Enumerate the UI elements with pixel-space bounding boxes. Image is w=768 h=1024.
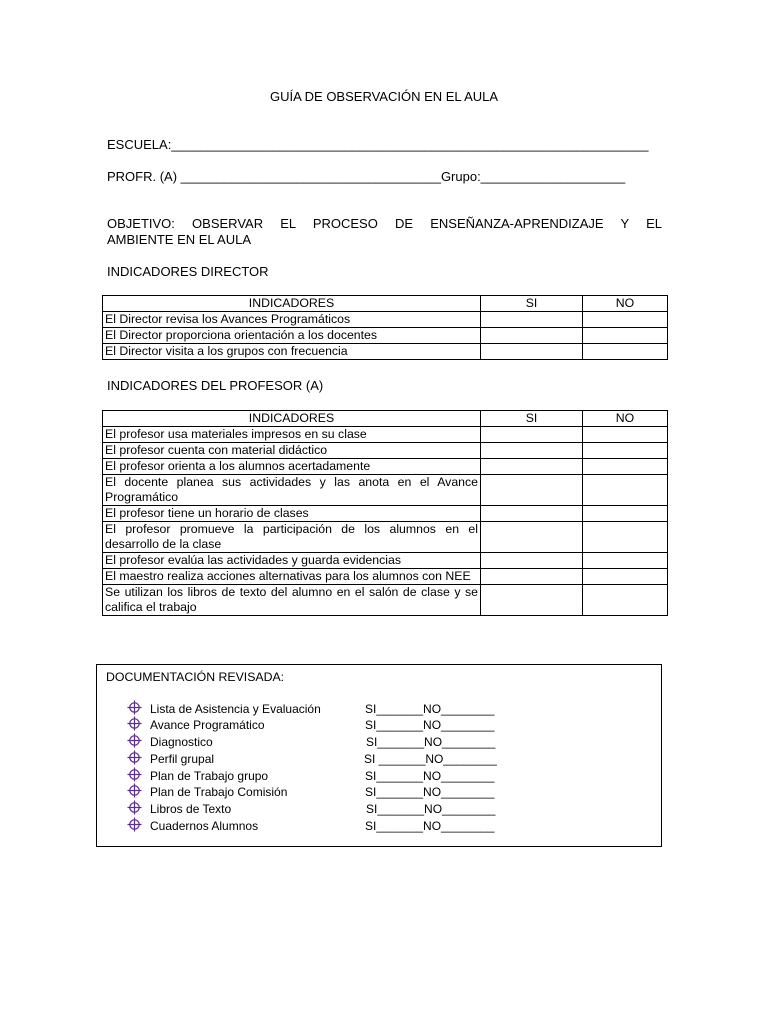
table-row xyxy=(103,569,668,585)
no-cell[interactable] xyxy=(583,475,668,506)
table-row xyxy=(103,459,668,475)
header-indicadores: INDICADORES xyxy=(103,296,481,312)
si-no-field[interactable]: SI_______NO________ xyxy=(365,819,495,833)
objective-line-2: AMBIENTE EN EL AULA xyxy=(107,232,252,247)
indicator-cell: El profesor usa materiales impresos en su clase xyxy=(103,427,481,443)
table-row xyxy=(103,475,668,506)
header-no: NO xyxy=(583,296,668,312)
table-row xyxy=(103,585,668,616)
crosshair-circle-icon xyxy=(127,700,142,715)
crosshair-circle-icon xyxy=(127,716,142,731)
profesor-heading: INDICADORES DEL PROFESOR (A) xyxy=(107,378,324,393)
si-cell[interactable] xyxy=(481,506,583,522)
director-table xyxy=(102,295,668,360)
si-no-field[interactable]: SI_______NO________ xyxy=(365,769,495,783)
doc-item-label: Cuadernos Alumnos xyxy=(150,819,259,833)
profr-grupo-field[interactable]: PROFR. (A) ____________________________________Grupo:____________________ xyxy=(107,169,626,184)
indicator-cell: El profesor tiene un horario de clases xyxy=(103,506,481,522)
si-cell[interactable] xyxy=(481,475,583,506)
no-cell[interactable] xyxy=(583,585,668,616)
indicator-cell: El profesor evalúa las actividades y guarda evidencias xyxy=(103,553,481,569)
si-cell[interactable] xyxy=(481,585,583,616)
si-cell[interactable] xyxy=(481,553,583,569)
si-no-field[interactable]: SI_______NO________ xyxy=(366,735,496,749)
doc-item-label: Diagnostico xyxy=(150,735,213,749)
si-no-field[interactable]: SI_______NO________ xyxy=(365,718,495,732)
indicator-cell: El profesor promueve la participación de los alumnos en el desarrollo de la clase xyxy=(103,522,481,553)
doc-item-label: Perfil grupal xyxy=(150,752,215,766)
header-indicadores: INDICADORES xyxy=(103,411,481,427)
table-row xyxy=(103,427,668,443)
doc-item-label: Libros de Texto xyxy=(150,802,232,816)
documentation-heading: DOCUMENTACIÓN REVISADA: xyxy=(106,670,285,684)
table-header-row xyxy=(103,411,668,427)
objective-text xyxy=(107,216,662,248)
header-si: SI xyxy=(481,411,583,427)
director-heading: INDICADORES DIRECTOR xyxy=(107,264,269,279)
si-cell[interactable] xyxy=(481,312,583,328)
si-cell[interactable] xyxy=(481,569,583,585)
escuela-field[interactable]: ESCUELA:__________________________________________________________________ xyxy=(107,137,649,152)
table-row xyxy=(103,506,668,522)
si-no-field[interactable]: SI_______NO________ xyxy=(365,785,495,799)
no-cell[interactable] xyxy=(583,427,668,443)
indicator-cell: El Director revisa los Avances Programáticos xyxy=(103,312,481,328)
table-row xyxy=(103,328,668,344)
doc-item-label: Plan de Trabajo Comisión xyxy=(150,785,288,799)
si-cell[interactable] xyxy=(481,522,583,553)
table-row xyxy=(103,312,668,328)
page-title: GUÍA DE OBSERVACIÓN EN EL AULA xyxy=(269,89,499,104)
no-cell[interactable] xyxy=(583,443,668,459)
indicator-cell: El maestro realiza acciones alternativas para los alumnos con NEE xyxy=(103,569,481,585)
table-row xyxy=(103,522,668,553)
si-cell[interactable] xyxy=(481,427,583,443)
doc-item-label: Plan de Trabajo grupo xyxy=(150,769,269,783)
no-cell[interactable] xyxy=(583,553,668,569)
no-cell[interactable] xyxy=(583,344,668,360)
indicator-cell: Se utilizan los libros de texto del alumno en el salón de clase y se califica el trabajo xyxy=(103,585,481,616)
no-cell[interactable] xyxy=(583,328,668,344)
header-si: SI xyxy=(481,296,583,312)
indicator-cell: El profesor orienta a los alumnos acertadamente xyxy=(103,459,481,475)
si-cell[interactable] xyxy=(481,459,583,475)
crosshair-circle-icon xyxy=(127,750,142,765)
indicator-cell: El profesor cuenta con material didáctico xyxy=(103,443,481,459)
table-header-row xyxy=(103,296,668,312)
si-no-field[interactable]: SI_______NO________ xyxy=(366,802,496,816)
crosshair-circle-icon xyxy=(127,733,142,748)
si-cell[interactable] xyxy=(481,443,583,459)
si-cell[interactable] xyxy=(481,328,583,344)
profesor-table xyxy=(102,410,668,616)
no-cell[interactable] xyxy=(583,459,668,475)
no-cell[interactable] xyxy=(583,312,668,328)
indicator-cell: El Director proporciona orientación a los docentes xyxy=(103,328,481,344)
table-row xyxy=(103,443,668,459)
header-no: NO xyxy=(583,411,668,427)
crosshair-circle-icon xyxy=(127,767,142,782)
table-row xyxy=(103,344,668,360)
doc-item-label: Avance Programático xyxy=(150,718,265,732)
si-no-field[interactable]: SI _______NO________ xyxy=(364,752,497,766)
crosshair-circle-icon xyxy=(127,800,142,815)
no-cell[interactable] xyxy=(583,506,668,522)
crosshair-circle-icon xyxy=(127,817,142,832)
no-cell[interactable] xyxy=(583,569,668,585)
doc-item-label: Lista de Asistencia y Evaluación xyxy=(150,702,321,716)
si-no-field[interactable]: SI_______NO________ xyxy=(365,702,495,716)
si-cell[interactable] xyxy=(481,344,583,360)
indicator-cell: El Director visita a los grupos con frecuencia xyxy=(103,344,481,360)
indicator-cell: El docente planea sus actividades y las anota en el Avance Programático xyxy=(103,475,481,506)
crosshair-circle-icon xyxy=(127,783,142,798)
no-cell[interactable] xyxy=(583,522,668,553)
objective-line-1: OBJETIVO: OBSERVAR EL PROCESO DE ENSEÑANZA-APRENDIZAJE Y EL xyxy=(107,216,662,231)
table-row xyxy=(103,553,668,569)
